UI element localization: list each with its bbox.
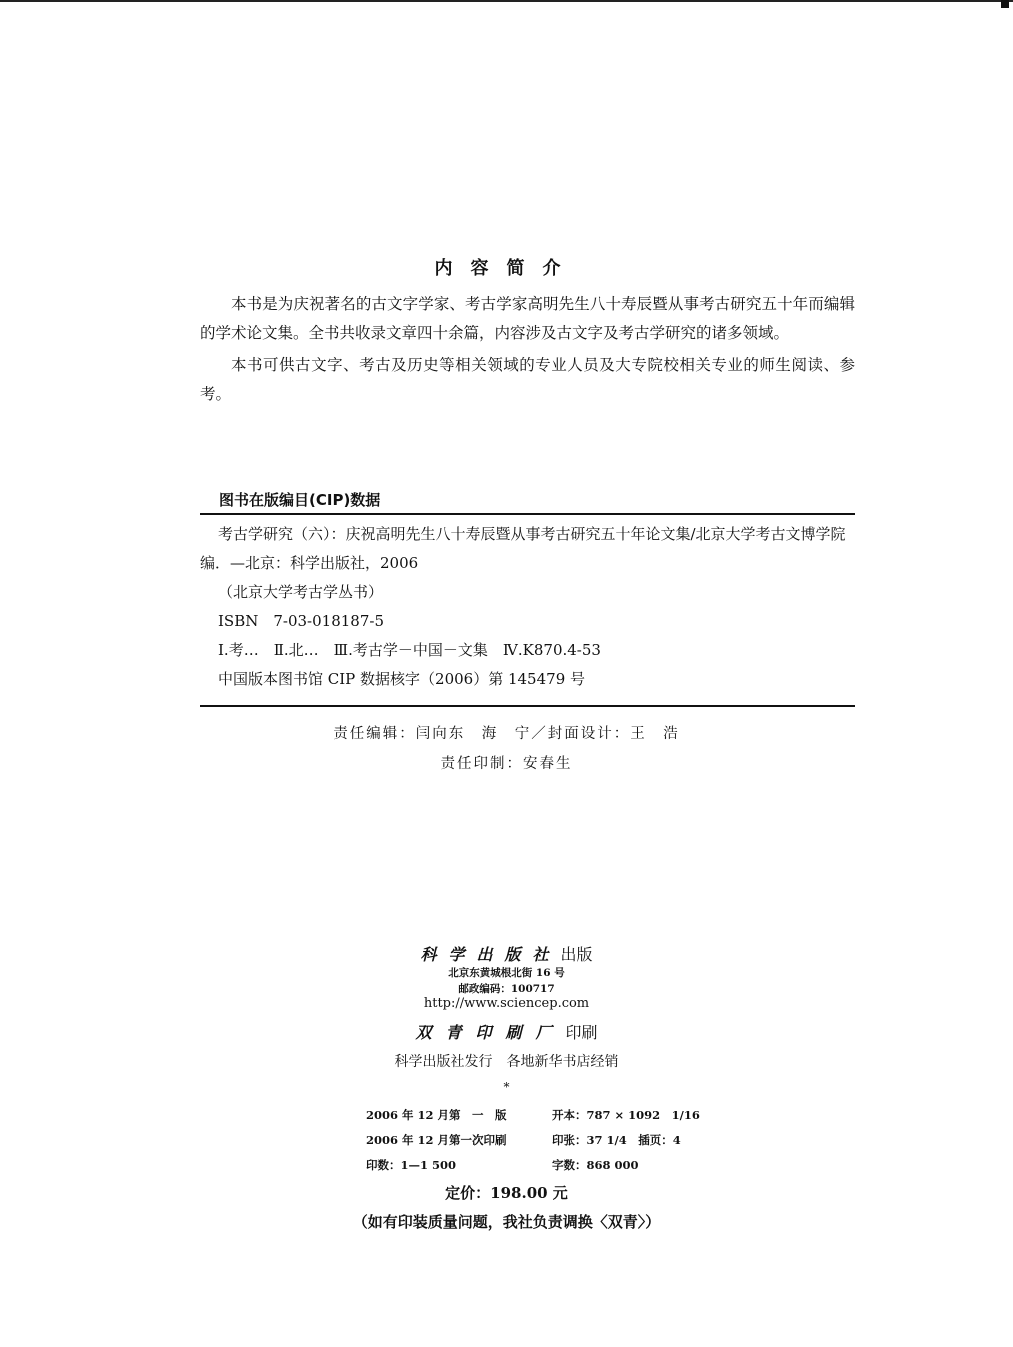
cip-series: （北京大学考古学丛书） bbox=[218, 583, 384, 601]
spec-edition: 2006 年 12 月第 一 版 bbox=[366, 1108, 507, 1122]
printer-name: 双青印刷厂 bbox=[415, 1023, 566, 1042]
publisher-suffix: 出版 bbox=[560, 945, 593, 964]
spec-row bbox=[366, 1153, 706, 1178]
cip-top-rule bbox=[200, 513, 855, 515]
publisher-name: 科学出版社 bbox=[420, 945, 561, 964]
intro-body bbox=[200, 290, 855, 408]
cip-classification: Ⅰ.考… Ⅱ.北… Ⅲ.考古学－中国－文集 Ⅳ.K870.4-53 bbox=[218, 641, 601, 659]
cip-bottom-rule bbox=[200, 705, 855, 707]
spec-print-run: 印数：1—1 500 bbox=[366, 1158, 457, 1172]
cip-heading: 图书在版编目(CIP)数据 bbox=[219, 491, 381, 509]
scan-corner-mark bbox=[1001, 0, 1009, 8]
scan-edge-line bbox=[0, 0, 1013, 3]
publisher-zip: 邮政编码：100717 bbox=[458, 983, 555, 995]
printer-suffix: 印刷 bbox=[565, 1023, 598, 1042]
editor-credits: 责任编辑：闫向东 海 宁／封面设计：王 浩 bbox=[333, 726, 680, 742]
price: 定价：198.00 元 bbox=[445, 1184, 568, 1202]
spec-word-count: 字数：868 000 bbox=[552, 1158, 639, 1172]
print-supervisor-credit: 责任印制：安春生 bbox=[440, 756, 573, 772]
cip-block bbox=[200, 520, 855, 694]
distribution-line: 科学出版社发行 各地新华书店经销 bbox=[394, 1054, 619, 1070]
spec-row bbox=[366, 1103, 706, 1128]
publisher-line bbox=[0, 942, 1013, 965]
print-specs bbox=[366, 1103, 706, 1178]
printer-line bbox=[0, 1020, 1013, 1043]
cip-record-number: 中国版本图书馆 CIP 数据核字（2006）第 145479 号 bbox=[218, 670, 586, 688]
publisher-url: http://www.sciencep.com bbox=[423, 996, 590, 1011]
separator-star: * bbox=[503, 1080, 510, 1094]
return-note: （如有印装质量问题，我社负责调换〈双青〉） bbox=[352, 1213, 661, 1231]
cip-isbn: ISBN 7-03-018187-5 bbox=[218, 612, 384, 630]
intro-paragraph-2: 本书可供古文字、考古及历史等相关领域的专业人员及大专院校相关专业的师生阅读、参考。 bbox=[200, 356, 855, 403]
cip-title-line: 考古学研究（六）：庆祝高明先生八十寿辰暨从事考古研究五十年论文集/北京大学考古文博学院编．—北京：科学出版社，2006 bbox=[200, 525, 846, 572]
spec-sheets: 印张：37 1/4 插页：4 bbox=[552, 1133, 681, 1147]
spec-format: 开本：787 × 1092 1/16 bbox=[552, 1108, 700, 1122]
spec-row bbox=[366, 1128, 706, 1153]
publisher-address: 北京东黄城根北街 16 号 bbox=[448, 967, 565, 979]
spec-printing: 2006 年 12 月第一次印刷 bbox=[366, 1133, 507, 1147]
intro-title: 内容简介 bbox=[434, 258, 579, 279]
intro-paragraph-1: 本书是为庆祝著名的古文字学家、考古学家高明先生八十寿辰暨从事考古研究五十年而编辑的学术论文集。全书共收录文章四十余篇，内容涉及古文字及考古学研究的诸多领域。 bbox=[200, 295, 855, 342]
